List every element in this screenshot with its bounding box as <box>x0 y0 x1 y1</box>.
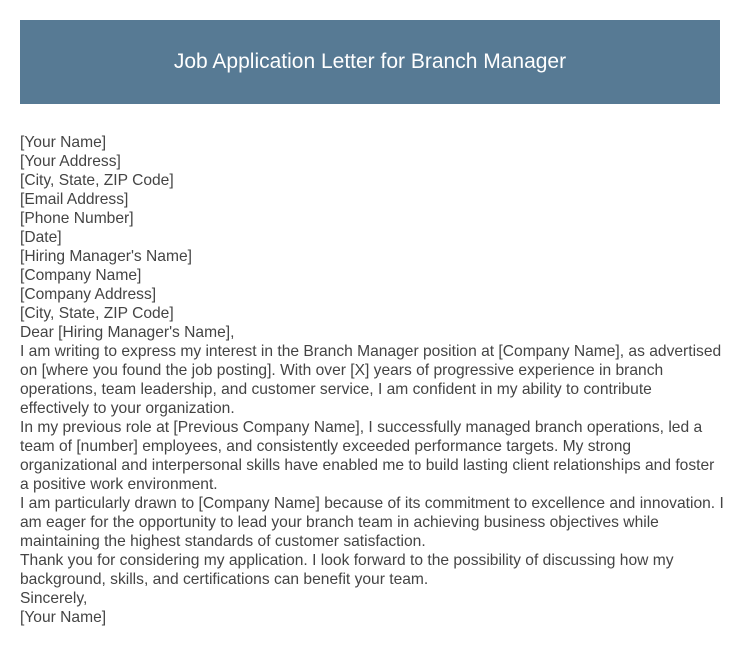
closing: Sincerely, <box>20 590 88 607</box>
paragraph-closing: Thank you for considering my application. I look forward to the possibility of discussing how my background, skills, and certifications can benefit your team. <box>20 552 674 588</box>
letter-body <box>20 133 725 627</box>
paragraph-experience: In my previous role at [Previous Company Name], I successfully managed branch operations, led a team of [number] employees, and consistently exceeded performance targets. My strong organizational and interpersonal skills have enabled me to build lasting client relationships and foster a positive work environment. <box>20 419 715 493</box>
recipient-city-state-zip: [City, State, ZIP Code] <box>20 305 174 322</box>
sender-phone: [Phone Number] <box>20 210 134 227</box>
sender-address: [Your Address] <box>20 153 121 170</box>
recipient-name: [Hiring Manager's Name] <box>20 248 192 265</box>
signature: [Your Name] <box>20 609 107 626</box>
sender-city-state-zip: [City, State, ZIP Code] <box>20 172 174 189</box>
letter-date: [Date] <box>20 229 62 246</box>
sender-email: [Email Address] <box>20 191 129 208</box>
salutation: Dear [Hiring Manager's Name], <box>20 324 235 341</box>
page-title: Job Application Letter for Branch Manager <box>173 50 567 73</box>
paragraph-intro: I am writing to express my interest in the Branch Manager position at [Company Name], as advertised on [where you found the job posting]. With over [X] years of progressive experience in branch operations, team leadership, and customer service, I am confident in my ability to contribute effectively to your organization. <box>20 343 722 417</box>
page-header <box>20 20 720 104</box>
recipient-company: [Company Name] <box>20 267 142 284</box>
recipient-address: [Company Address] <box>20 286 157 303</box>
paragraph-motivation: I am particularly drawn to [Company Name] because of its commitment to excellence and innovation. I am eager for the opportunity to lead your branch team in achieving business objectives while maintaining the highest standards of customer satisfaction. <box>20 495 724 550</box>
sender-name: [Your Name] <box>20 134 107 151</box>
